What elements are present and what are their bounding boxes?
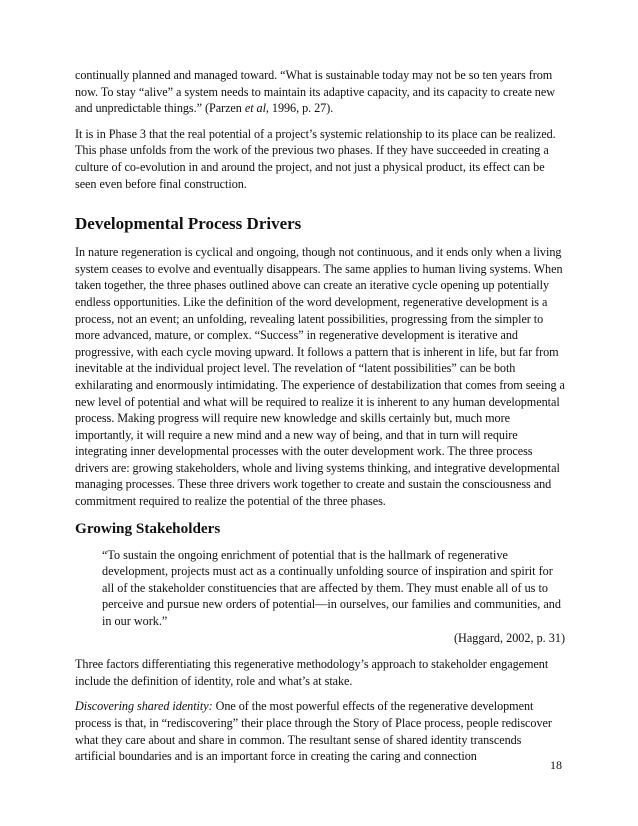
document-page (75, 67, 565, 774)
section-heading: Developmental Process Drivers (75, 214, 302, 234)
italic-citation-et-al: et al, (244, 101, 269, 116)
body-paragraph-shared-identity (75, 698, 565, 764)
quote-citation: (Haggard, 2002, p. 31) (453, 630, 565, 645)
paragraph-text: 1996, p. 27). (268, 101, 334, 116)
body-paragraph-parzen-quote (75, 67, 565, 117)
italic-run-in-label: Discovering shared identity: (75, 699, 213, 714)
paragraph-text: One of the most powerful effects of the regenerative development process is that, in “rediscovering” their place through the Story of Place process, people rediscover what they care about and share in common. The resultant sense of shared identity transcends artificial boundaries and is an important force in creating the caring and connection (75, 699, 552, 764)
paragraph-text: continually planned and managed toward. “What is sustainable today may not be so ten years from now. To stay “alive” a system needs to maintain its adaptive capacity, and its capacity to create new and unpredictable things.” (Parzen (75, 68, 555, 116)
body-paragraph-process-drivers: In nature regeneration is cyclical and ongoing, though not continuous, and it ends only when a living system ceases to evolve and eventually disappears. The same applies to human living systems. When taken together, the three phases outlined above can create an iterative cycle opening up potentially endless opportunities. Like the definition of the word development, regenerative development is a process, not an event; an unfolding, revealing latent possibilities, progressing from the simpler to more advanced, mature, or complex. “Success” in regenerative development is iterative and progressive, with each cycle moving upward. It follows a pattern that is inherent in life, but far from inevitable at the individual project level. The revelation of “latent possibilities” can be both exhilarating and enormously intimidating. The experience of destabilization that comes from seeing a new level of potential and what will be required to realize it is inherent to any human developmental process. Making progress will require new knowledge and skills certainly but, much more importantly, it will require a new mind and a new way of being, and that in turn will require integrating inner developmental processes with the outer development work. The three process drivers are: growing stakeholders, whole and living systems thinking, and integrative developmental managing processes. These three drivers work together to create and sustain the consciousness and commitment required to realize the potential of the three phases. (75, 245, 565, 509)
body-paragraph-three-factors: Three factors differentiating this regenerative methodology’s approach to stakeholder engagement include the definition of identity, role and what’s at stake. (75, 657, 549, 688)
body-paragraph-phase-3: It is in Phase 3 that the real potential of a project’s systemic relationship to its place can be realized. This phase unfolds from the work of the previous two phases. If they have succeeded in creating a culture of co-evolution in and around the project, and not just a physical product, its effect can be seen even before final construction. (75, 126, 556, 191)
page-number: 18 (550, 758, 562, 772)
block-quote: “To sustain the ongoing enrichment of potential that is the hallmark of regenerative development, projects must act as a continually unfolding source of inspiration and spirit for all of the stakeholder constituencies that are affected by them. They must enable all of us to perceive and pursue new orders of potential—in ourselves, our families and communities, and in our work.” (102, 547, 561, 629)
subsection-heading: Growing Stakeholders (75, 519, 221, 537)
